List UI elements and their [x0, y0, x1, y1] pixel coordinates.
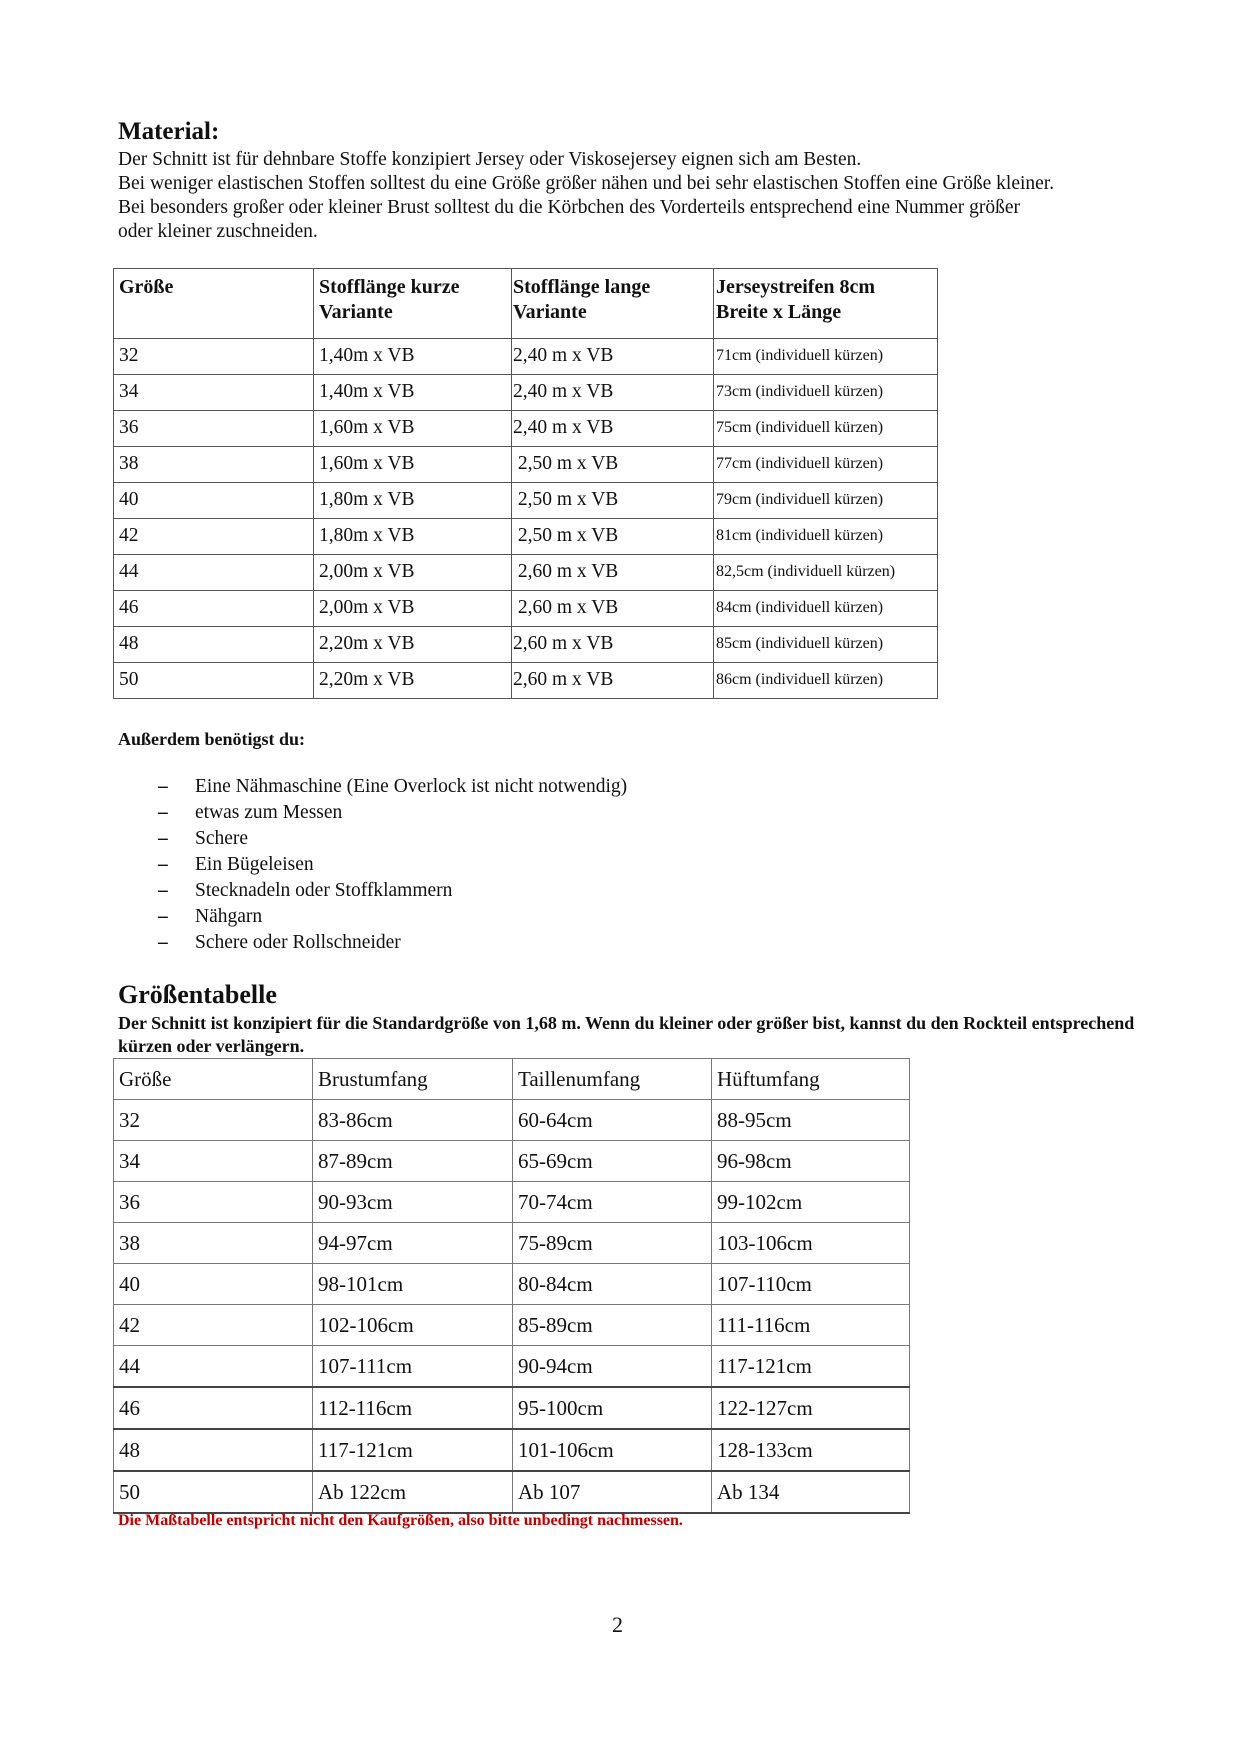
- table-row: [114, 1182, 910, 1223]
- size-chart-table: [113, 1058, 910, 1514]
- tools-list: [118, 774, 627, 956]
- table-cell: 38: [114, 1223, 313, 1264]
- table-row: [114, 591, 938, 627]
- table-cell: 34: [114, 375, 314, 411]
- table-cell: 36: [114, 411, 314, 447]
- table-cell: 2,60 m x VB: [512, 663, 714, 699]
- table-cell: 1,60m x VB: [314, 411, 512, 447]
- table-cell: 40: [114, 483, 314, 519]
- table-cell: 117-121cm: [712, 1346, 910, 1388]
- table-cell: 75-89cm: [513, 1223, 712, 1264]
- table-cell: Ab 134: [712, 1471, 910, 1513]
- table-row: [114, 1305, 910, 1346]
- table-cell: 70-74cm: [513, 1182, 712, 1223]
- list-item-text: Nähgarn: [195, 906, 263, 927]
- table-cell: 84cm (individuell kürzen): [714, 591, 938, 627]
- header-cell: Größe: [114, 1059, 313, 1100]
- table-cell: 2,40 m x VB: [512, 339, 714, 375]
- table-cell: 107-110cm: [712, 1264, 910, 1305]
- material-intro: [118, 148, 1218, 244]
- table-cell: 1,40m x VB: [314, 375, 512, 411]
- table-cell: 48: [114, 627, 314, 663]
- table-cell: 96-98cm: [712, 1141, 910, 1182]
- fabric-requirements-table: [113, 268, 938, 699]
- table-cell: 86cm (individuell kürzen): [714, 663, 938, 699]
- table-cell: 102-106cm: [313, 1305, 513, 1346]
- intro-line: Bei weniger elastischen Stoffen solltest du eine Größe größer nähen und bei sehr elastischen Stoffen eine Größe kleiner.: [118, 173, 1055, 194]
- header-cell: Brustumfang: [313, 1059, 513, 1100]
- table-cell: 2,00m x VB: [314, 555, 512, 591]
- table-row: [114, 1100, 910, 1141]
- table-row: [114, 483, 938, 519]
- table-row: [114, 1264, 910, 1305]
- table-cell: 85cm (individuell kürzen): [714, 627, 938, 663]
- table-cell: 88-95cm: [712, 1100, 910, 1141]
- header-cell: Taillenumfang: [513, 1059, 712, 1100]
- list-item: [118, 800, 627, 826]
- table-row: [114, 663, 938, 699]
- table-cell: 73cm (individuell kürzen): [714, 375, 938, 411]
- table-cell: 42: [114, 1305, 313, 1346]
- table-cell: 2,50 m x VB: [512, 519, 714, 555]
- table-cell: 94-97cm: [313, 1223, 513, 1264]
- table-cell: 90-93cm: [313, 1182, 513, 1223]
- table-cell: Ab 107: [513, 1471, 712, 1513]
- table-cell: 32: [114, 1100, 313, 1141]
- dash-bullet-icon: –: [158, 854, 168, 875]
- table-row: [114, 411, 938, 447]
- table-row: [114, 339, 938, 375]
- table-cell: 2,20m x VB: [314, 627, 512, 663]
- table-cell: 1,80m x VB: [314, 519, 512, 555]
- table-cell: 2,20m x VB: [314, 663, 512, 699]
- list-item: [118, 930, 627, 956]
- table-cell: 1,40m x VB: [314, 339, 512, 375]
- intro-line: Der Schnitt ist für dehnbare Stoffe konzipiert Jersey oder Viskosejersey eignen sich am Besten.: [118, 149, 862, 170]
- header-cell: Hüftumfang: [712, 1059, 910, 1100]
- list-item-text: Eine Nähmaschine (Eine Overlock ist nicht notwendig): [195, 776, 628, 797]
- list-item: [118, 904, 627, 930]
- table-cell: 111-116cm: [712, 1305, 910, 1346]
- table-row: [114, 1429, 910, 1471]
- table-cell: 2,00m x VB: [314, 591, 512, 627]
- table-cell: 80-84cm: [513, 1264, 712, 1305]
- dash-bullet-icon: –: [158, 828, 168, 849]
- table-cell: 112-116cm: [313, 1387, 513, 1429]
- size-chart-note: Der Schnitt ist konzipiert für die Standardgröße von 1,68 m. Wenn du kleiner oder größer bist, kannst du den Rockteil entsprechend kürzen oder verlängern.: [118, 1013, 1135, 1056]
- list-item-text: Schere oder Rollschneider: [195, 932, 401, 953]
- table-cell: 60-64cm: [513, 1100, 712, 1141]
- table-row: [114, 1223, 910, 1264]
- list-item: [118, 826, 627, 852]
- dash-bullet-icon: –: [158, 802, 168, 823]
- also-needed-label: Außerdem benötigst du:: [118, 729, 306, 749]
- list-item: [118, 852, 627, 878]
- table-cell: 85-89cm: [513, 1305, 712, 1346]
- dash-bullet-icon: –: [158, 880, 168, 901]
- table-cell: 2,40 m x VB: [512, 375, 714, 411]
- table-cell: 81cm (individuell kürzen): [714, 519, 938, 555]
- table-cell: 50: [114, 1471, 313, 1513]
- table-cell: Ab 122cm: [313, 1471, 513, 1513]
- table-cell: 1,60m x VB: [314, 447, 512, 483]
- table-row: [114, 519, 938, 555]
- table-cell: 44: [114, 555, 314, 591]
- table-cell: 82,5cm (individuell kürzen): [714, 555, 938, 591]
- table-cell: 2,60 m x VB: [512, 591, 714, 627]
- list-item: [118, 878, 627, 904]
- table-cell: 36: [114, 1182, 313, 1223]
- table-cell: 107-111cm: [313, 1346, 513, 1388]
- table-cell: 71cm (individuell kürzen): [714, 339, 938, 375]
- table-cell: 90-94cm: [513, 1346, 712, 1388]
- table-cell: 99-102cm: [712, 1182, 910, 1223]
- dash-bullet-icon: –: [158, 932, 168, 953]
- table-cell: 2,50 m x VB: [512, 447, 714, 483]
- dash-bullet-icon: –: [158, 906, 168, 927]
- table-header-row: [114, 269, 938, 339]
- table-cell: 46: [114, 1387, 313, 1429]
- table-cell: 83-86cm: [313, 1100, 513, 1141]
- table-cell: 1,80m x VB: [314, 483, 512, 519]
- header-cell: Größe: [114, 269, 314, 339]
- table-row: [114, 1141, 910, 1182]
- intro-line: Bei besonders großer oder kleiner Brust solltest du die Körbchen des Vorderteils entsprechend eine Nummer größer: [118, 197, 1020, 218]
- table-row: [114, 627, 938, 663]
- table-cell: 117-121cm: [313, 1429, 513, 1471]
- material-heading: Material:: [118, 118, 220, 145]
- table-cell: 2,60 m x VB: [512, 555, 714, 591]
- table-cell: 2,50 m x VB: [512, 483, 714, 519]
- table-header-row: [114, 1059, 910, 1100]
- table-cell: 32: [114, 339, 314, 375]
- table-cell: 75cm (individuell kürzen): [714, 411, 938, 447]
- table-cell: 40: [114, 1264, 313, 1305]
- size-chart-heading: Größentabelle: [118, 980, 277, 1009]
- table-cell: 34: [114, 1141, 313, 1182]
- table-row: [114, 1387, 910, 1429]
- table-cell: 103-106cm: [712, 1223, 910, 1264]
- table-cell: 65-69cm: [513, 1141, 712, 1182]
- table-cell: 77cm (individuell kürzen): [714, 447, 938, 483]
- table-cell: 98-101cm: [313, 1264, 513, 1305]
- page-number: 2: [612, 1612, 623, 1637]
- table-cell: 95-100cm: [513, 1387, 712, 1429]
- table-cell: 48: [114, 1429, 313, 1471]
- table-row: [114, 1346, 910, 1388]
- list-item-text: Ein Bügeleisen: [195, 854, 314, 875]
- table-row: [114, 1471, 910, 1513]
- table-cell: 38: [114, 447, 314, 483]
- header-cell: Jerseystreifen 8cm Breite x Länge: [714, 269, 938, 339]
- table-cell: 122-127cm: [712, 1387, 910, 1429]
- table-cell: 101-106cm: [513, 1429, 712, 1471]
- intro-line: oder kleiner zuschneiden.: [118, 221, 318, 242]
- table-cell: 46: [114, 591, 314, 627]
- list-item-text: etwas zum Messen: [195, 802, 343, 823]
- table-cell: 44: [114, 1346, 313, 1388]
- table-cell: 87-89cm: [313, 1141, 513, 1182]
- list-item-text: Stecknadeln oder Stoffklammern: [195, 880, 453, 901]
- table-row: [114, 555, 938, 591]
- table-cell: 50: [114, 663, 314, 699]
- table-cell: 42: [114, 519, 314, 555]
- table-row: [114, 447, 938, 483]
- dash-bullet-icon: –: [158, 776, 168, 797]
- table-cell: 128-133cm: [712, 1429, 910, 1471]
- table-cell: 79cm (individuell kürzen): [714, 483, 938, 519]
- list-item-text: Schere: [195, 828, 249, 849]
- header-cell: Stofflänge kurze Variante: [314, 269, 512, 339]
- table-cell: 2,40 m x VB: [512, 411, 714, 447]
- measurement-warning: Die Maßtabelle entspricht nicht den Kaufgrößen, also bitte unbedingt nachmessen.: [118, 1512, 683, 1529]
- list-item: [118, 774, 627, 800]
- header-cell: Stofflänge lange Variante: [512, 269, 714, 339]
- table-row: [114, 375, 938, 411]
- table-cell: 2,60 m x VB: [512, 627, 714, 663]
